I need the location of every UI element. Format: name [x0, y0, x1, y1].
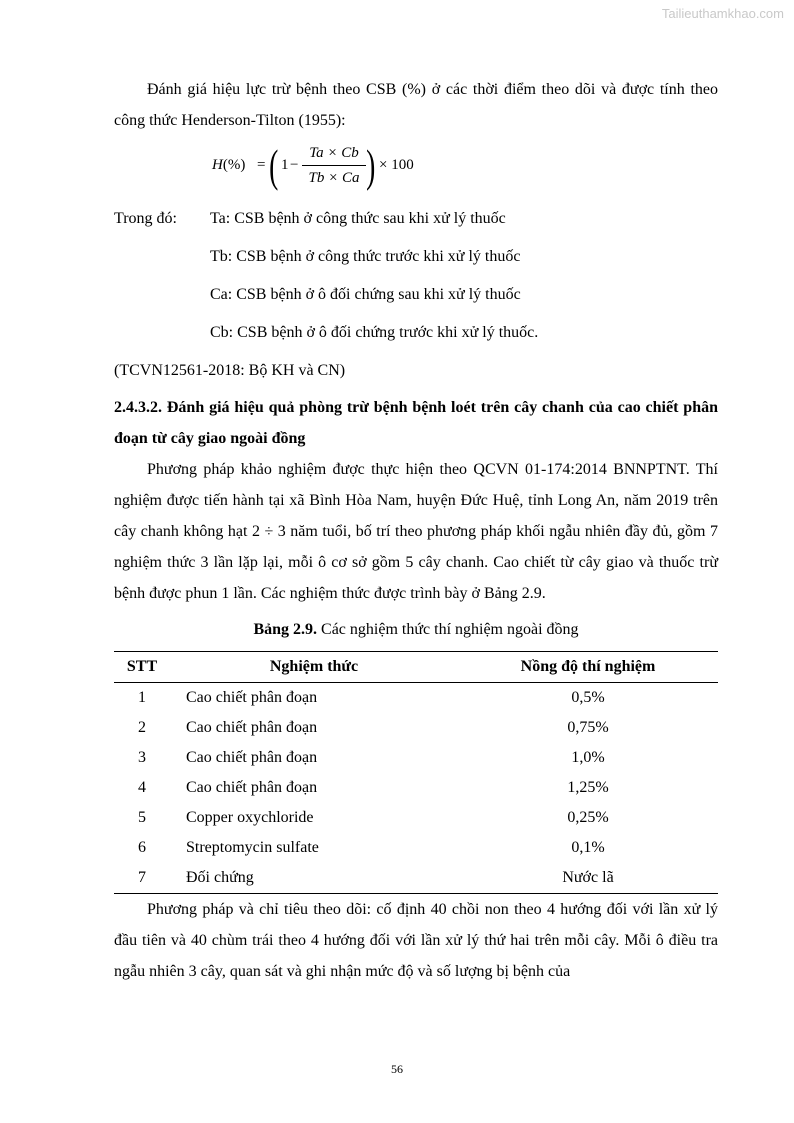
intro-paragraph: Đánh giá hiệu lực trừ bệnh theo CSB (%) ở các thời điểm theo dõi và được tính theo công thức Henderson-Tilton (1955):	[114, 81, 718, 129]
cell-concentration: 0,75%	[567, 719, 609, 736]
table-row	[114, 683, 718, 714]
table-row	[114, 743, 718, 773]
formula-minus: −	[290, 157, 299, 173]
table-row	[114, 773, 718, 803]
table-row	[114, 863, 718, 894]
cell-treatment: Cao chiết phân đoạn	[186, 779, 318, 796]
table-row	[114, 713, 718, 743]
where-item: Cb: CSB bệnh ở ô đối chứng trước khi xử lý thuốc.	[210, 324, 539, 341]
where-block	[114, 200, 718, 238]
formula-times-100: × 100	[379, 157, 414, 173]
cell-concentration: 0,1%	[571, 839, 605, 856]
cell-stt: 6	[138, 839, 146, 856]
formula-one: 1	[281, 157, 289, 173]
table-caption	[114, 619, 718, 641]
header-treatment: Nghiệm thức	[170, 652, 458, 683]
formula-equals: =	[257, 157, 266, 173]
cell-treatment: Cao chiết phân đoạn	[186, 749, 318, 766]
cell-treatment: Đối chứng	[170, 863, 458, 894]
header-concentration: Nồng độ thí nghiệm	[458, 652, 718, 683]
treatments-table	[114, 651, 718, 894]
cell-treatment: Streptomycin sulfate	[186, 839, 319, 856]
table-header-row	[114, 652, 718, 683]
cell-stt: 3	[138, 749, 146, 766]
henderson-tilton-formula	[114, 142, 718, 194]
formula-lhs: H(%)	[212, 157, 246, 173]
formula-numerator: Ta × Cb	[309, 145, 359, 161]
formula-right-paren: )	[366, 140, 376, 191]
fraction-bar	[302, 165, 366, 166]
cell-treatment: Cao chiết phân đoạn	[186, 689, 318, 706]
caption-text: Các nghiệm thức thí nghiệm ngoài đồng	[317, 621, 579, 638]
watermark: Tailieuthamkhao.com	[661, 6, 784, 21]
where-item: Tb: CSB bệnh ở công thức trước khi xử lý thuốc	[210, 248, 521, 265]
section-heading: 2.4.3.2. Đánh giá hiệu quả phòng trừ bệnh bệnh loét trên cây chanh của cao chiết phân đoạn từ cây giao ngoài đồng	[114, 399, 718, 447]
cell-treatment: Copper oxychloride	[186, 809, 314, 826]
caption-label: Bảng 2.9.	[253, 621, 318, 638]
cell-stt: 1	[138, 689, 146, 706]
cell-stt: 7	[114, 863, 170, 894]
formula-denominator: Tb × Ca	[308, 170, 360, 186]
cell-stt: 5	[138, 809, 146, 826]
method-paragraph: Phương pháp khảo nghiệm được thực hiện theo QCVN 01-174:2014 BNNPTNT. Thí nghiệm được tiến hành tại xã Bình Hòa Nam, huyện Đức Huệ, tỉnh Long An, năm 2019 trên cây chanh không hạt 2 ÷ 3 năm tuổi, bố trí theo phương pháp khối ngẫu nhiên đầy đủ, gồm 7 nghiệm thức 3 lần lặp lại, mỗi ô cơ sở gồm 5 cây chanh. Cao chiết từ cây giao và thuốc trừ bệnh được phun 1 lần. Các nghiệm thức được trình bày ở Bảng 2.9.	[114, 461, 718, 602]
cell-stt: 2	[138, 719, 146, 736]
formula-fraction	[300, 142, 368, 189]
cell-concentration: Nước lã	[458, 863, 718, 894]
reference-note: (TCVN12561-2018: Bộ KH và CN)	[114, 362, 346, 379]
cell-concentration: 1,0%	[571, 749, 605, 766]
cell-stt: 4	[138, 779, 146, 796]
cell-concentration: 0,25%	[567, 809, 609, 826]
table-row	[114, 803, 718, 833]
cell-concentration: 0,5%	[571, 689, 605, 706]
page-number: 56	[391, 1062, 403, 1076]
cell-concentration: 1,25%	[567, 779, 609, 796]
where-item: Ta: CSB bệnh ở công thức sau khi xử lý thuốc	[210, 210, 506, 227]
followup-paragraph: Phương pháp và chỉ tiêu theo dõi: cố định 40 chồi non theo 4 hướng đối với lần xử lý đầu tiên và 40 chùm trái theo 4 hướng đối với lần xử lý thứ hai trên mỗi cây. Mỗi ô điều tra ngẫu nhiên 3 cây, quan sát và ghi nhận mức độ và số lượng bị bệnh của	[114, 901, 718, 980]
where-item: Ca: CSB bệnh ở ô đối chứng sau khi xử lý thuốc	[210, 286, 521, 303]
formula-left-paren: (	[269, 140, 279, 191]
table-row	[114, 833, 718, 863]
header-stt: STT	[114, 652, 170, 683]
cell-treatment: Cao chiết phân đoạn	[186, 719, 318, 736]
where-label: Trong đó:	[114, 210, 177, 227]
page-content	[114, 74, 718, 987]
